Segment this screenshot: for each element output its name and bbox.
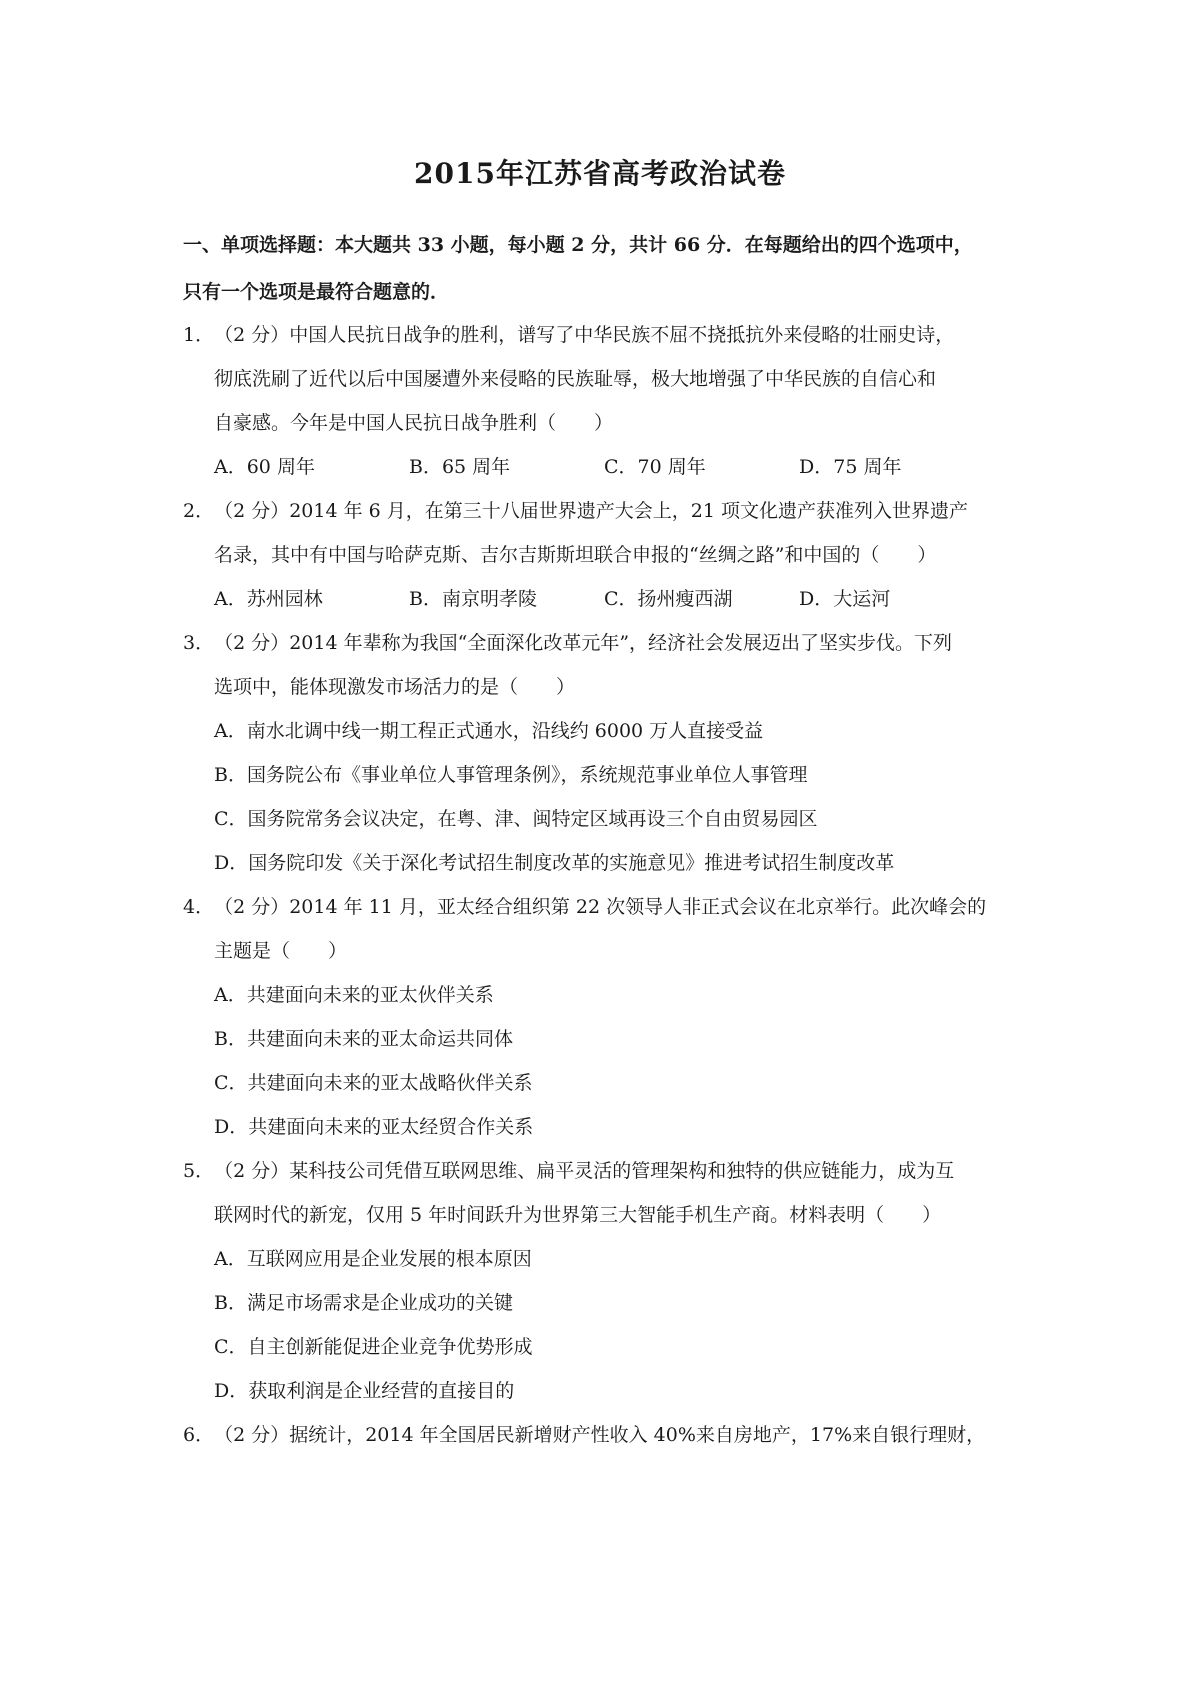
option-a: A．南水北调中线一期工程正式通水，沿线约 6000 万人直接受益 xyxy=(214,720,764,742)
question-list xyxy=(183,313,1043,1457)
option-c: C．国务院常务会议决定，在粤、津、闽特定区域再设三个自由贸易园区 xyxy=(214,808,818,830)
question-4 xyxy=(183,885,1043,1149)
question-text: （2 分）2014 年 6 月，在第三十八届世界遗产大会上，21 项文化遗产获准列入世界遗产 xyxy=(214,500,969,522)
option-c: C．扬州瘦西湖 xyxy=(604,588,733,610)
option-d: D．获取利润是企业经营的直接目的 xyxy=(214,1380,515,1402)
option-a: A．共建面向未来的亚太伙伴关系 xyxy=(214,984,494,1006)
question-number: 6． xyxy=(183,1424,215,1446)
question-2 xyxy=(183,489,1043,621)
question-1 xyxy=(183,313,1043,489)
option-a: A．苏州园林 xyxy=(214,588,323,610)
question-number: 4． xyxy=(183,896,215,918)
option-a: A．60 周年 xyxy=(214,456,315,478)
option-d: D．共建面向未来的亚太经贸合作关系 xyxy=(214,1116,534,1138)
section-heading xyxy=(183,222,1033,316)
option-c: C．自主创新能促进企业竞争优势形成 xyxy=(214,1336,533,1358)
question-number: 2． xyxy=(183,500,215,522)
option-d: D．75 周年 xyxy=(799,456,902,478)
question-text: （2 分）2014 年 11 月，亚太经合组织第 22 次领导人非正式会议在北京举行。此次峰会的 xyxy=(214,896,987,918)
question-text: 自豪感。今年是中国人民抗日战争胜利（ ） xyxy=(214,412,614,434)
option-b: B．65 周年 xyxy=(409,456,511,478)
option-b: B．共建面向未来的亚太命运共同体 xyxy=(214,1028,513,1050)
question-text: （2 分）中国人民抗日战争的胜利，谱写了中华民族不屈不挠抵抗外来侵略的壮丽史诗， xyxy=(214,324,955,346)
question-text: 彻底洗刷了近代以后中国屡遭外来侵略的民族耻辱，极大地增强了中华民族的自信心和 xyxy=(214,368,937,390)
section-heading-line-2: 只有一个选项是最符合题意的． xyxy=(183,281,450,303)
question-text: 主题是（ ） xyxy=(214,940,348,962)
options-row xyxy=(183,445,1043,489)
option-d: D．大运河 xyxy=(799,588,891,610)
question-text: 选项中，能体现激发市场活力的是（ ） xyxy=(214,676,576,698)
options-row xyxy=(183,577,1043,621)
option-c: C．共建面向未来的亚太战略伙伴关系 xyxy=(214,1072,533,1094)
section-heading-line-1: 一、单项选择题：本大题共 33 小题，每小题 2 分，共计 66 分．在每题给出的四个选项中， xyxy=(183,234,973,256)
question-5 xyxy=(183,1149,1043,1413)
question-number: 1． xyxy=(183,324,215,346)
question-text: 名录，其中有中国与哈萨克斯、吉尔吉斯斯坦联合申报的“丝绸之路”和中国的（ ） xyxy=(214,544,937,566)
option-b: B．南京明孝陵 xyxy=(409,588,537,610)
option-c: C．70 周年 xyxy=(604,456,706,478)
option-b: B．满足市场需求是企业成功的关键 xyxy=(214,1292,513,1314)
question-text: （2 分）据统计，2014 年全国居民新增财产性收入 40%来自房地产，17%来自银行理财， xyxy=(214,1424,986,1446)
question-text: 联网时代的新宠，仅用 5 年时间跃升为世界第三大智能手机生产商。材料表明（ ） xyxy=(214,1204,942,1226)
question-number: 5． xyxy=(183,1160,215,1182)
question-3 xyxy=(183,621,1043,885)
option-a: A．互联网应用是企业发展的根本原因 xyxy=(214,1248,532,1270)
question-text: （2 分）某科技公司凭借互联网思维、扁平灵活的管理架构和独特的供应链能力，成为互 xyxy=(214,1160,955,1182)
page-title: 2015年江苏省高考政治试卷 xyxy=(414,157,786,190)
question-6 xyxy=(183,1413,1043,1457)
question-text: （2 分）2014 年辈称为我国“全面深化改革元年”，经济社会发展迈出了坚实步伐。下列 xyxy=(214,632,953,654)
question-number: 3． xyxy=(183,632,215,654)
option-d: D．国务院印发《关于深化考试招生制度改革的实施意见》推进考试招生制度改革 xyxy=(214,852,895,874)
option-b: B．国务院公布《事业单位人事管理条例》，系统规范事业单位人事管理 xyxy=(214,764,808,786)
